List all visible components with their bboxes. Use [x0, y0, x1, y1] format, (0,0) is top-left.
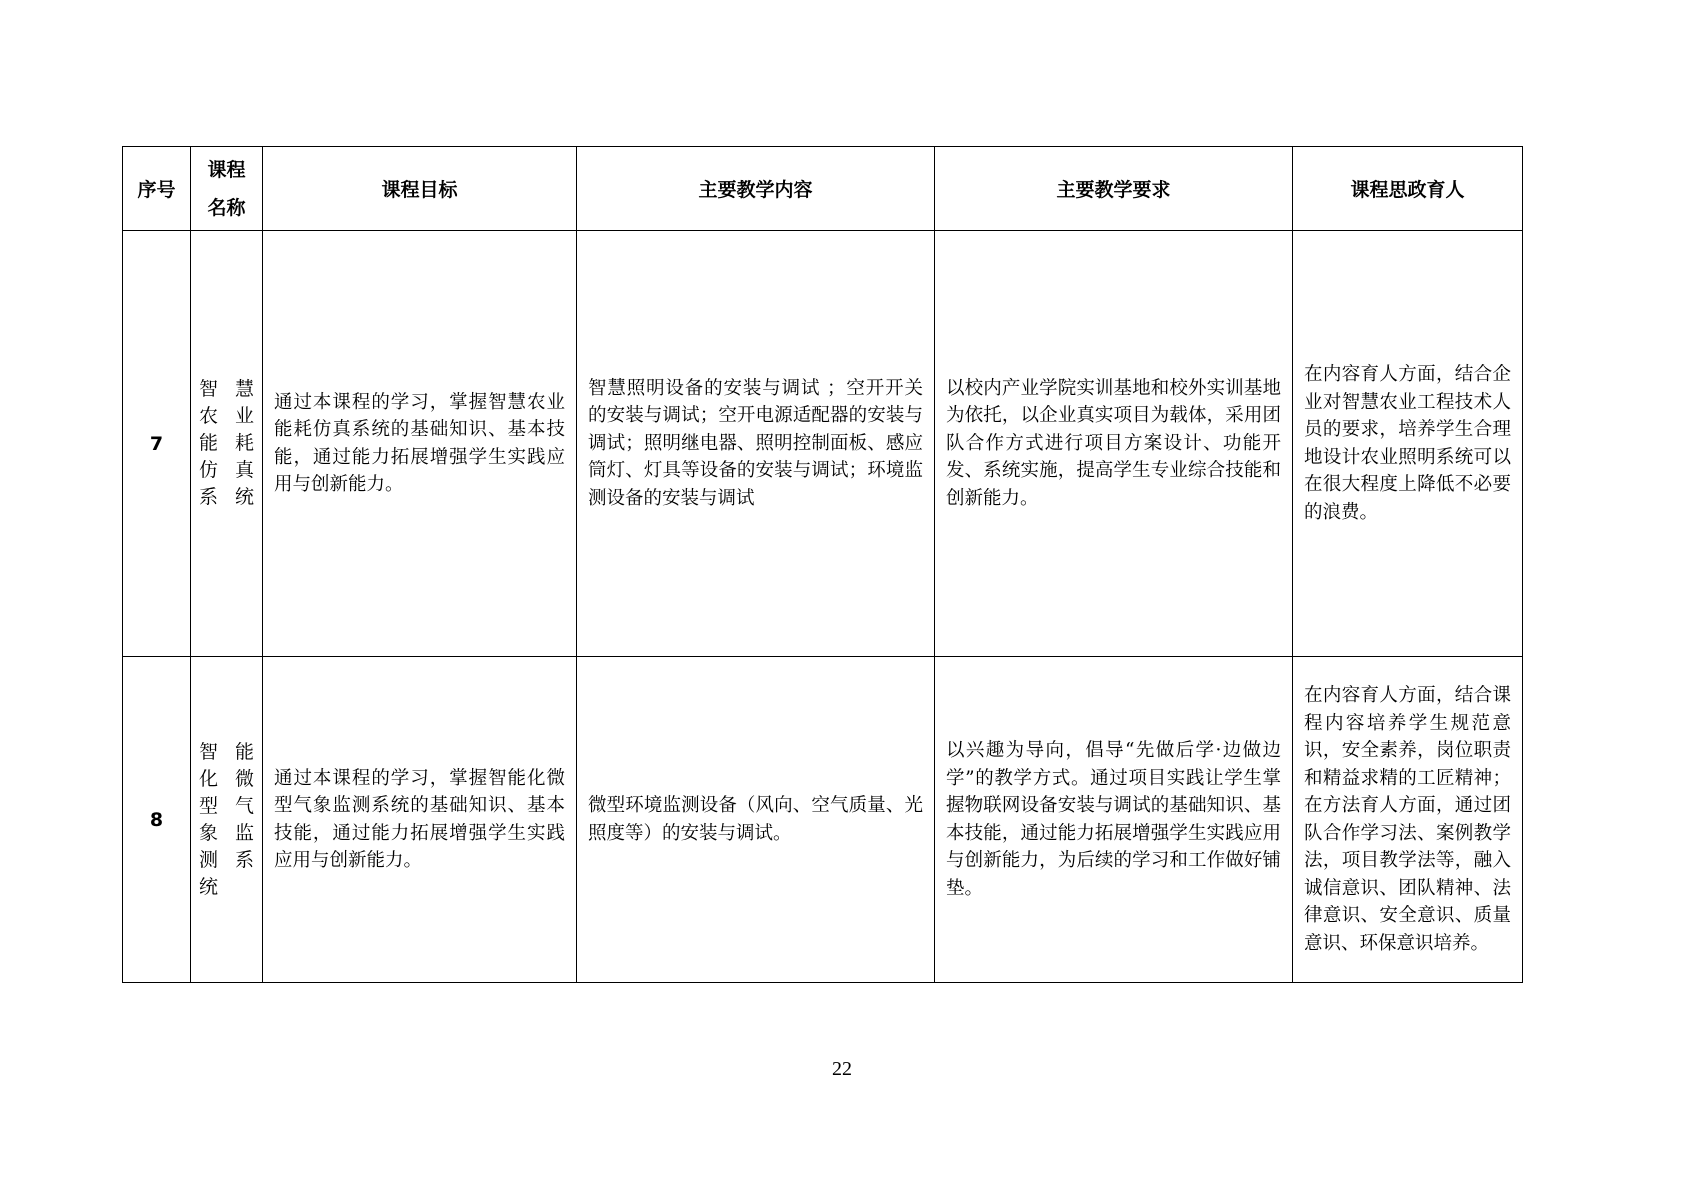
course-name-line: [199, 403, 254, 430]
course-name-line: [199, 739, 254, 766]
table-row: [123, 657, 1523, 983]
row-content: 智慧照明设备的安装与调试 ；空开开关的安装与调试；空开电源适配器的安装与调试；照明继电器、照明控制面板、感应筒灯、灯具等设备的安装与调试；环境监测设备的安装与调试: [577, 231, 935, 657]
header-course-name: [191, 147, 263, 231]
course-name-char: 型: [199, 794, 219, 817]
row-content: 微型环境监测设备（风向、空气质量、光照度等）的安装与调试。: [577, 657, 935, 983]
course-name-line: [199, 376, 254, 403]
header-course-name-line1: 课程: [207, 158, 246, 181]
course-name-char: 系: [234, 848, 254, 871]
header-course-name-line2: 名称: [207, 196, 246, 219]
course-name-lines: [199, 376, 254, 511]
course-name-char: 真: [234, 459, 254, 481]
course-name-line: [199, 847, 254, 874]
course-name-char: 业: [234, 405, 254, 427]
course-name-char: 耗: [234, 432, 254, 454]
row-ideology: 在内容育人方面，结合课程内容培养学生规范意识，安全素养，岗位职责和精益求精的工匠精神；在方法育人方面，通过团队合作学习法、案例教学法，项目教学法等，融入诚信意识、团队精神、法律意识、安全意识、质量意识、环保意识培养。: [1293, 657, 1523, 983]
course-name-line: [199, 430, 254, 457]
course-name-char: 智: [199, 378, 219, 400]
course-name-line: [199, 766, 254, 793]
course-name-char: 象: [199, 821, 219, 844]
course-name-char: 农: [199, 405, 219, 427]
header-seq: 序号: [123, 147, 191, 231]
course-name-char: 慧: [234, 378, 254, 400]
course-name-char: 仿: [199, 459, 219, 481]
course-table: [122, 146, 1523, 983]
course-name-char: 系: [199, 486, 219, 508]
header-requirement: 主要教学要求: [935, 147, 1293, 231]
course-name-char: 能: [199, 432, 219, 454]
row-seq: 8: [123, 657, 191, 983]
course-name-char: 测: [199, 848, 219, 871]
row-course-name: [191, 657, 263, 983]
course-name-line: [199, 820, 254, 847]
row-requirement: 以兴趣为导向，倡导“先做后学·边做边学”的教学方式。通过项目实践让学生掌握物联网设备安装与调试的基础知识、基本技能，通过能力拓展增强学生实践应用与创新能力，为后续的学习和工作做好铺垫。: [935, 657, 1293, 983]
header-row: [123, 147, 1523, 231]
page-number: 22: [832, 1058, 852, 1080]
course-name-line: [199, 793, 254, 820]
course-name-char: 智: [199, 740, 219, 763]
course-name-char: 气: [234, 794, 254, 817]
header-ideology: 课程思政育人: [1293, 147, 1523, 231]
row-course-name: [191, 231, 263, 657]
row-objective: 通过本课程的学习，掌握智慧农业能耗仿真系统的基础知识、基本技能，通过能力拓展增强学生实践应用与创新能力。: [263, 231, 577, 657]
course-name-char: 统: [199, 875, 219, 898]
course-name-line: [199, 457, 254, 484]
course-name-line: [199, 484, 254, 511]
course-name-char: 微: [234, 767, 254, 790]
row-ideology: 在内容育人方面，结合企业对智慧农业工程技术人员的要求，培养学生合理地设计农业照明系统可以在很大程度上降低不必要的浪费。: [1293, 231, 1523, 657]
course-name-char: 能: [234, 740, 254, 763]
course-name-lines: [199, 739, 254, 901]
row-seq: 7: [123, 231, 191, 657]
course-name-char: 化: [199, 767, 219, 790]
row-objective: 通过本课程的学习，掌握智能化微型气象监测系统的基础知识、基本技能，通过能力拓展增强学生实践应用与创新能力。: [263, 657, 577, 983]
course-name-char: 统: [234, 486, 254, 508]
table-row: [123, 231, 1523, 657]
header-objective: 课程目标: [263, 147, 577, 231]
course-name-line: [199, 874, 254, 901]
header-content: 主要教学内容: [577, 147, 935, 231]
row-requirement: 以校内产业学院实训基地和校外实训基地为依托，以企业真实项目为载体，采用团队合作方式进行项目方案设计、功能开发、系统实施，提高学生专业综合技能和创新能力。: [935, 231, 1293, 657]
course-name-char: 监: [234, 821, 254, 844]
